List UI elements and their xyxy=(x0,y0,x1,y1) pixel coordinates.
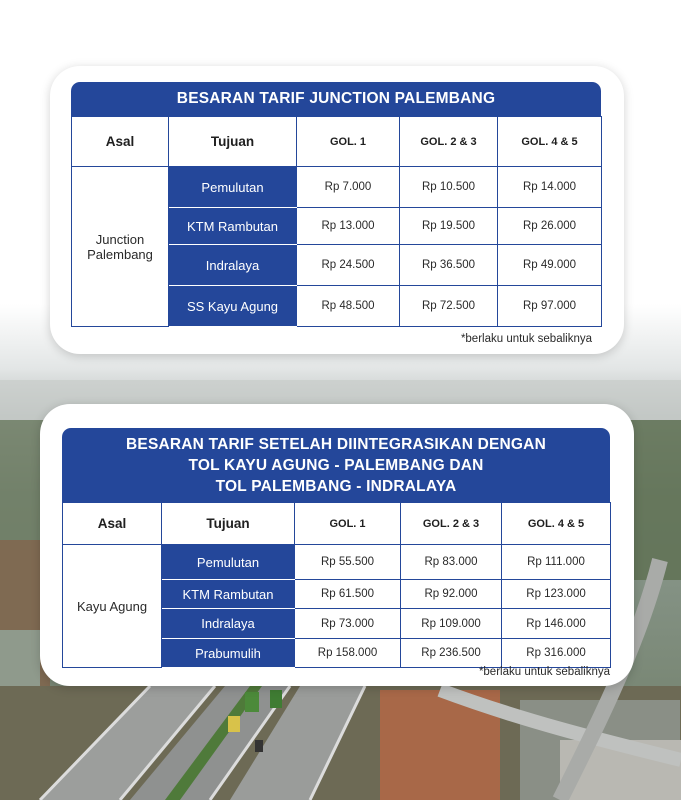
origin-cell: Junction Palembang xyxy=(72,167,169,327)
price-gol-2-3: Rp 36.500 xyxy=(400,245,498,286)
price-gol-1: Rp 13.000 xyxy=(297,208,400,245)
header-gol-4-5: GOL. 4 & 5 xyxy=(498,117,602,167)
tariff-card-integrated xyxy=(40,404,634,686)
price-gol-2-3: Rp 10.500 xyxy=(400,167,498,208)
header-asal: Asal xyxy=(63,503,162,545)
price-gol-1: Rp 61.500 xyxy=(295,580,401,609)
table-row xyxy=(63,545,611,580)
card-title xyxy=(62,428,610,502)
destination-cell: KTM Rambutan xyxy=(162,580,295,609)
destination-cell: KTM Rambutan xyxy=(169,208,297,245)
header-gol-4-5: GOL. 4 & 5 xyxy=(502,503,611,545)
card-title-line: BESARAN TARIF JUNCTION PALEMBANG xyxy=(176,90,496,107)
price-gol-4-5: Rp 316.000 xyxy=(502,639,611,668)
header-tujuan: Tujuan xyxy=(169,117,297,167)
header-gol-1: GOL. 1 xyxy=(297,117,400,167)
destination-cell: Pemulutan xyxy=(169,167,297,208)
price-gol-1: Rp 7.000 xyxy=(297,167,400,208)
table-header-row xyxy=(72,117,602,167)
origin-cell: Kayu Agung xyxy=(63,545,162,668)
table-row xyxy=(72,167,602,208)
tariff-table xyxy=(71,116,602,327)
price-gol-4-5: Rp 146.000 xyxy=(502,609,611,639)
destination-cell: Indralaya xyxy=(162,609,295,639)
price-gol-1: Rp 48.500 xyxy=(297,286,400,327)
destination-cell: Prabumulih xyxy=(162,639,295,668)
tariff-card-junction-palembang xyxy=(50,66,624,354)
price-gol-2-3: Rp 83.000 xyxy=(401,545,502,580)
price-gol-1: Rp 55.500 xyxy=(295,545,401,580)
price-gol-4-5: Rp 26.000 xyxy=(498,208,602,245)
header-gol-2-3: GOL. 2 & 3 xyxy=(401,503,502,545)
footnote: *berlaku untuk sebaliknya xyxy=(478,666,610,678)
header-gol-1: GOL. 1 xyxy=(295,503,401,545)
price-gol-2-3: Rp 72.500 xyxy=(400,286,498,327)
price-gol-4-5: Rp 123.000 xyxy=(502,580,611,609)
price-gol-2-3: Rp 92.000 xyxy=(401,580,502,609)
price-gol-2-3: Rp 109.000 xyxy=(401,609,502,639)
price-gol-4-5: Rp 97.000 xyxy=(498,286,602,327)
destination-cell: Indralaya xyxy=(169,245,297,286)
header-tujuan: Tujuan xyxy=(162,503,295,545)
price-gol-4-5: Rp 49.000 xyxy=(498,245,602,286)
header-asal: Asal xyxy=(72,117,169,167)
price-gol-1: Rp 24.500 xyxy=(297,245,400,286)
price-gol-1: Rp 73.000 xyxy=(295,609,401,639)
price-gol-2-3: Rp 236.500 xyxy=(401,639,502,668)
card-title xyxy=(71,82,601,116)
tariff-table xyxy=(62,502,611,668)
footnote: *berlaku untuk sebaliknya xyxy=(460,333,592,345)
destination-cell: Pemulutan xyxy=(162,545,295,580)
price-gol-4-5: Rp 111.000 xyxy=(502,545,611,580)
card-title-line: TOL PALEMBANG - INDRALAYA xyxy=(215,477,457,495)
price-gol-4-5: Rp 14.000 xyxy=(498,167,602,208)
destination-cell: SS Kayu Agung xyxy=(169,286,297,327)
card-title-line: TOL KAYU AGUNG - PALEMBANG DAN xyxy=(188,456,484,474)
price-gol-2-3: Rp 19.500 xyxy=(400,208,498,245)
price-gol-1: Rp 158.000 xyxy=(295,639,401,668)
card-title-line: BESARAN TARIF SETELAH DIINTEGRASIKAN DENGAN xyxy=(126,435,546,453)
header-gol-2-3: GOL. 2 & 3 xyxy=(400,117,498,167)
table-header-row xyxy=(63,503,611,545)
